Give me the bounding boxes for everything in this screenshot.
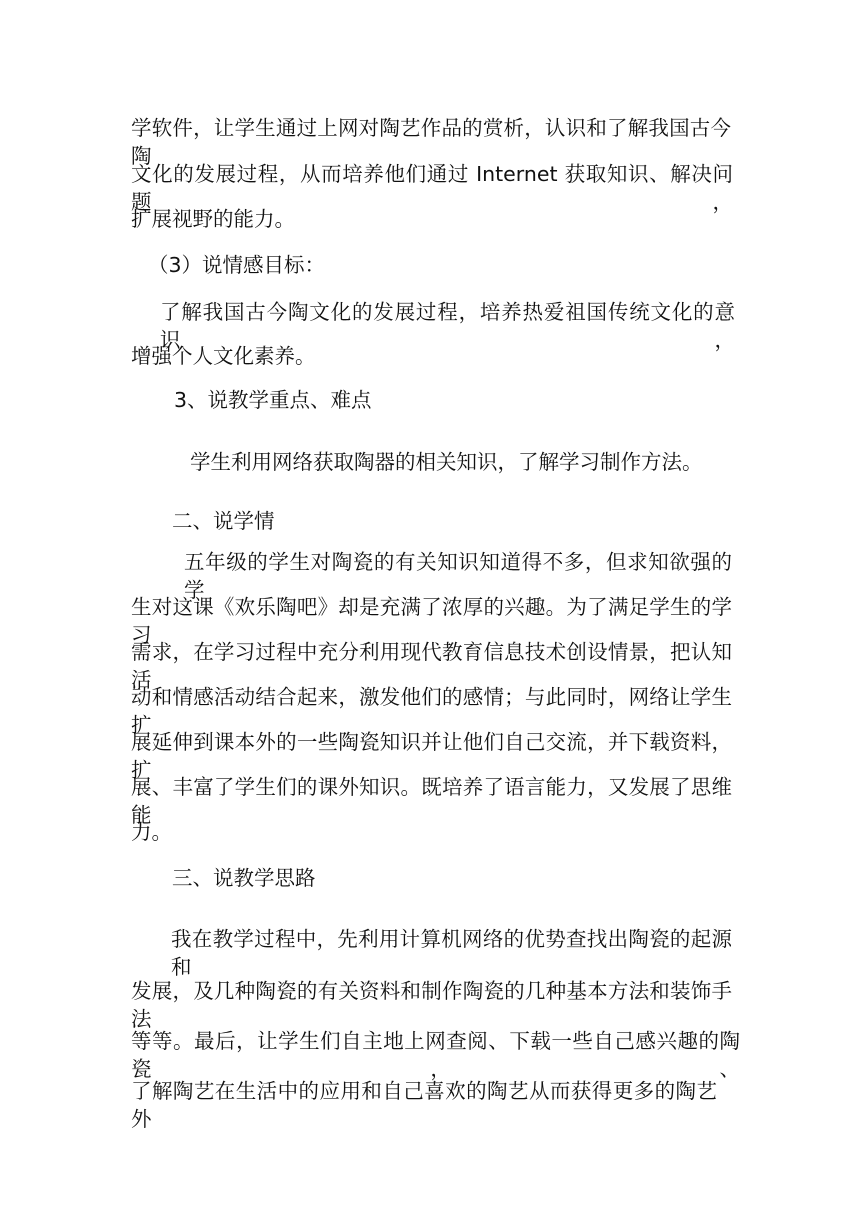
paragraph-line: 我在教学过程中，先利用计算机网络的优势查找出陶瓷的起源和	[171, 927, 732, 979]
paragraph-line: 动和情感活动结合起来，激发他们的感情；与此同时，网络让学生扩	[131, 685, 732, 737]
paragraph-line: 增强个人文化素养。	[131, 344, 316, 368]
section-heading: 二、说学情	[172, 509, 275, 533]
paragraph-line: 等等。最后，让学生们自主地上网查阅、下载一些自己感兴趣的陶瓷，、	[131, 1029, 740, 1081]
paragraph-line: 展、丰富了学生们的课外知识。既培养了语言能力，又发展了思维能	[131, 775, 732, 827]
paragraph-line: 发展，及几种陶瓷的有关资料和制作陶瓷的几种基本方法和装饰手法	[131, 979, 732, 1031]
paragraph-line: 了解我国古今陶文化的发展过程，培养热爱祖国传统文化的意识，	[160, 300, 735, 352]
paragraph-line: 文化的发展过程，从而培养他们通过 Internet 获取知识、解决问题，	[131, 162, 733, 214]
paragraph-line: 生对这课《欢乐陶吧》却是充满了浓厚的兴趣。为了满足学生的学习	[131, 595, 732, 647]
paragraph-line: 展延伸到课本外的一些陶瓷知识并让他们自己交流，并下载资料，扩	[131, 730, 732, 782]
section-heading: 三、说教学思路	[172, 866, 316, 890]
section-heading: 3、说教学重点、难点	[174, 388, 372, 412]
paragraph-line: 五年级的学生对陶瓷的有关知识知道得不多，但求知欲强的学	[184, 550, 732, 602]
paragraph-line: 了解陶艺在生活中的应用和自己喜欢的陶艺从而获得更多的陶艺外	[131, 1079, 717, 1131]
paragraph-line: 需求，在学习过程中充分利用现代教育信息技术创设情景，把认知活	[131, 640, 732, 692]
section-heading: （3）说情感目标：	[148, 253, 326, 277]
paragraph-line: 力。	[131, 820, 172, 844]
paragraph-line: 学软件，让学生通过上网对陶艺作品的赏析，认识和了解我国古今陶	[131, 116, 731, 168]
paragraph-line: 学生利用网络获取陶器的相关知识，了解学习制作方法。	[190, 450, 703, 474]
paragraph-line: 扩展视野的能力。	[131, 207, 295, 231]
